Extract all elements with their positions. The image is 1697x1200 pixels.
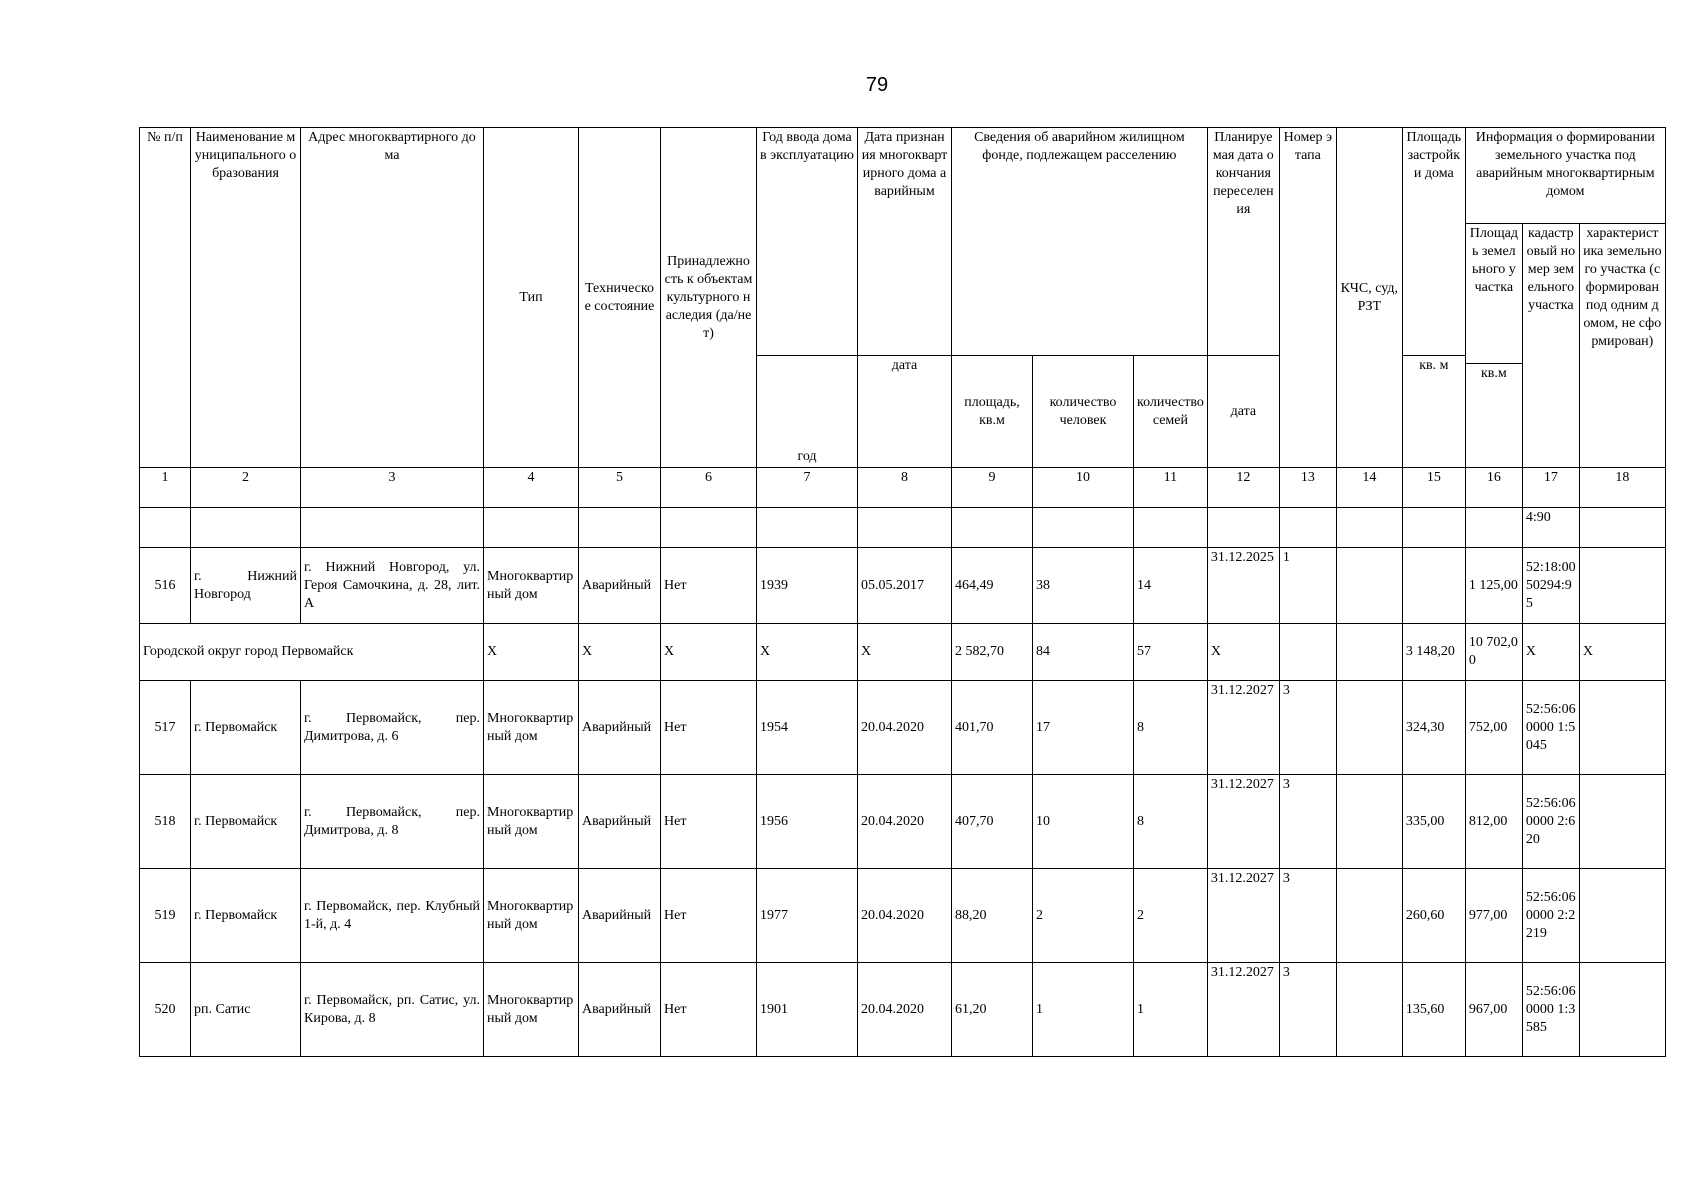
cell-municipality: г. Первомайск (191, 775, 301, 869)
cell-planned: 31.12.2027 (1207, 963, 1279, 1057)
cell-kchs (1336, 775, 1402, 869)
cell-people: 2 (1033, 869, 1134, 963)
column-number: 6 (661, 468, 757, 508)
cell-land-area: 1 125,00 (1465, 548, 1522, 624)
cell-state: Аварийный (579, 869, 661, 963)
cell-address: г. Нижний Новгород, ул. Героя Самочкина, д. 28, лит. А (301, 548, 484, 624)
header-building-area: Площадь застройки дома (1402, 128, 1465, 356)
subtotal-state: X (579, 624, 661, 681)
cell-heritage: Нет (661, 869, 757, 963)
header-sub-date2: дата (1207, 356, 1279, 468)
cell-address: г. Первомайск, пер. Клубный 1-й, д. 4 (301, 869, 484, 963)
cell-cadastral: 52:56:060000 2:620 (1522, 775, 1579, 869)
cell-families: 8 (1134, 775, 1208, 869)
cell-land-area: 967,00 (1465, 963, 1522, 1057)
cell-land-area: 812,00 (1465, 775, 1522, 869)
cell-planned: 31.12.2025 (1207, 548, 1279, 624)
header-cultural-heritage: Принадлежность к объектам культурного наследия (да/нет) (661, 128, 757, 468)
column-number: 11 (1134, 468, 1208, 508)
cell-area: 464,49 (952, 548, 1033, 624)
table-row (140, 681, 1666, 775)
cell-date: 20.04.2020 (858, 963, 952, 1057)
cell-date: 20.04.2020 (858, 869, 952, 963)
subtotal-building-area: 3 148,20 (1402, 624, 1465, 681)
header-num: № п/п (140, 128, 191, 468)
header-sub-year: год (757, 356, 858, 468)
cell-kchs (1336, 548, 1402, 624)
cell-num: 518 (140, 775, 191, 869)
cell-type: Многоквартирный дом (484, 869, 579, 963)
column-number: 15 (1402, 468, 1465, 508)
cell-planned: 31.12.2027 (1207, 869, 1279, 963)
cell-building-area: 135,60 (1402, 963, 1465, 1057)
cell-planned: 31.12.2027 (1207, 681, 1279, 775)
cell-heritage: Нет (661, 775, 757, 869)
cell-people: 1 (1033, 963, 1134, 1057)
cell-cadastral: 52:18:0050294:95 (1522, 548, 1579, 624)
header-kchs: КЧС, суд, РЗТ (1336, 128, 1402, 468)
cell-state: Аварийный (579, 681, 661, 775)
header-year-commissioning: Год ввода дома в эксплуатацию (757, 128, 858, 356)
cell-state: Аварийный (579, 548, 661, 624)
header-sub-area: площадь, кв.м (952, 356, 1033, 468)
column-number: 13 (1279, 468, 1336, 508)
cell-people: 10 (1033, 775, 1134, 869)
column-number: 16 (1465, 468, 1522, 508)
cell-area: 88,20 (952, 869, 1033, 963)
cell-heritage: Нет (661, 548, 757, 624)
cell-land-area: 752,00 (1465, 681, 1522, 775)
header-land-area: Площадь земельного участка (1465, 224, 1522, 364)
cell-heritage: Нет (661, 681, 757, 775)
cell-municipality: г. Первомайск (191, 681, 301, 775)
cell-stage: 1 (1279, 548, 1336, 624)
subtotal-planned: X (1207, 624, 1279, 681)
header-type: Тип (484, 128, 579, 468)
header-planned-date: Планируемая дата окончания переселения (1207, 128, 1279, 356)
cell-year: 1939 (757, 548, 858, 624)
carryover-row (140, 508, 1666, 548)
column-number: 14 (1336, 468, 1402, 508)
subtotal-character: X (1579, 624, 1665, 681)
subtotal-year: X (757, 624, 858, 681)
subtotal-kchs (1336, 624, 1402, 681)
header-address: Адрес многоквартирного дома (301, 128, 484, 468)
cell-people: 17 (1033, 681, 1134, 775)
header-sub-date: дата (858, 356, 952, 468)
header-municipality: Наименование муниципального образования (191, 128, 301, 468)
cell-address: г. Первомайск, пер. Димитрова, д. 8 (301, 775, 484, 869)
cell-character (1579, 869, 1665, 963)
cell-heritage: Нет (661, 963, 757, 1057)
cell-land-area: 977,00 (1465, 869, 1522, 963)
header-emergency-info: Сведения об аварийном жилищном фонде, подлежащем расселению (952, 128, 1208, 356)
header-unit-kvm: кв. м (1402, 356, 1465, 468)
cell-type: Многоквартирный дом (484, 681, 579, 775)
cell-character (1579, 775, 1665, 869)
cell-stage: 3 (1279, 775, 1336, 869)
cell-num: 517 (140, 681, 191, 775)
cell-character (1579, 548, 1665, 624)
cell-kchs (1336, 869, 1402, 963)
cell-building-area: 335,00 (1402, 775, 1465, 869)
cell-state: Аварийный (579, 775, 661, 869)
cell-area: 401,70 (952, 681, 1033, 775)
cell-municipality: г. Нижний Новгород (191, 548, 301, 624)
cell-year: 1901 (757, 963, 858, 1057)
column-number: 7 (757, 468, 858, 508)
subtotal-cadastral: X (1522, 624, 1579, 681)
cell-type: Многоквартирный дом (484, 548, 579, 624)
cell-stage: 3 (1279, 869, 1336, 963)
cell-families: 14 (1134, 548, 1208, 624)
subtotal-row (140, 624, 1666, 681)
header-cadastral: кадастровый номер земельного участка (1522, 224, 1579, 468)
header-sub-families: количество семей (1134, 356, 1208, 468)
cell-cadastral: 52:56:060000 1:3585 (1522, 963, 1579, 1057)
cell-year: 1954 (757, 681, 858, 775)
cell-year: 1977 (757, 869, 858, 963)
subtotal-date: X (858, 624, 952, 681)
header-stage-number: Номер этапа (1279, 128, 1336, 468)
cell-building-area: 324,30 (1402, 681, 1465, 775)
header-land-info: Информация о формировании земельного участка под аварийным многоквартирным домом (1465, 128, 1665, 224)
subtotal-land-area: 10 702,00 (1465, 624, 1522, 681)
header-row (140, 128, 1666, 224)
cell-character (1579, 963, 1665, 1057)
carryover-cadastral: 4:90 (1522, 508, 1579, 548)
cell-date: 05.05.2017 (858, 548, 952, 624)
column-number: 18 (1579, 468, 1665, 508)
cell-date: 20.04.2020 (858, 681, 952, 775)
cell-families: 8 (1134, 681, 1208, 775)
cell-people: 38 (1033, 548, 1134, 624)
cell-date: 20.04.2020 (858, 775, 952, 869)
header-land-character: характеристика земельного участка (сформирован под одним домом, не сформирован) (1579, 224, 1665, 468)
page-number: 79 (865, 74, 889, 96)
cell-num: 519 (140, 869, 191, 963)
cell-state: Аварийный (579, 963, 661, 1057)
cell-cadastral: 52:56:060000 1:5045 (1522, 681, 1579, 775)
cell-num: 520 (140, 963, 191, 1057)
table-row (140, 775, 1666, 869)
column-number: 4 (484, 468, 579, 508)
header-unit-kvm2: кв.м (1465, 364, 1522, 468)
cell-planned: 31.12.2027 (1207, 775, 1279, 869)
subtotal-stage (1279, 624, 1336, 681)
header-sub-people: количество человек (1033, 356, 1134, 468)
cell-building-area (1402, 548, 1465, 624)
subtotal-people: 84 (1033, 624, 1134, 681)
table-row (140, 548, 1666, 624)
cell-building-area: 260,60 (1402, 869, 1465, 963)
table-row (140, 869, 1666, 963)
column-number: 12 (1207, 468, 1279, 508)
subtotal-area: 2 582,70 (952, 624, 1033, 681)
registry-table-wrapper (139, 127, 1666, 1057)
cell-character (1579, 681, 1665, 775)
cell-municipality: г. Первомайск (191, 869, 301, 963)
cell-area: 407,70 (952, 775, 1033, 869)
cell-type: Многоквартирный дом (484, 963, 579, 1057)
cell-year: 1956 (757, 775, 858, 869)
cell-address: г. Первомайск, рп. Сатис, ул. Кирова, д. 8 (301, 963, 484, 1057)
header-date-emergency: Дата признания многоквартирного дома аварийным (858, 128, 952, 356)
column-number: 8 (858, 468, 952, 508)
cell-kchs (1336, 681, 1402, 775)
table-row (140, 963, 1666, 1057)
emergency-housing-table (139, 127, 1666, 1057)
column-number: 3 (301, 468, 484, 508)
column-number: 9 (952, 468, 1033, 508)
cell-families: 1 (1134, 963, 1208, 1057)
cell-address: г. Первомайск, пер. Димитрова, д. 6 (301, 681, 484, 775)
cell-num: 516 (140, 548, 191, 624)
subtotal-heritage: X (661, 624, 757, 681)
cell-stage: 3 (1279, 681, 1336, 775)
cell-type: Многоквартирный дом (484, 775, 579, 869)
subtotal-label: Городской округ город Первомайск (140, 624, 484, 681)
column-number: 10 (1033, 468, 1134, 508)
subtotal-type: X (484, 624, 579, 681)
column-number: 17 (1522, 468, 1579, 508)
cell-families: 2 (1134, 869, 1208, 963)
cell-kchs (1336, 963, 1402, 1057)
subtotal-families: 57 (1134, 624, 1208, 681)
cell-area: 61,20 (952, 963, 1033, 1057)
cell-cadastral: 52:56:060000 2:2219 (1522, 869, 1579, 963)
column-number: 5 (579, 468, 661, 508)
column-numbers-row (140, 468, 1666, 508)
header-technical-state: Техническое состояние (579, 128, 661, 468)
cell-municipality: рп. Сатис (191, 963, 301, 1057)
column-number: 1 (140, 468, 191, 508)
column-number: 2 (191, 468, 301, 508)
cell-stage: 3 (1279, 963, 1336, 1057)
